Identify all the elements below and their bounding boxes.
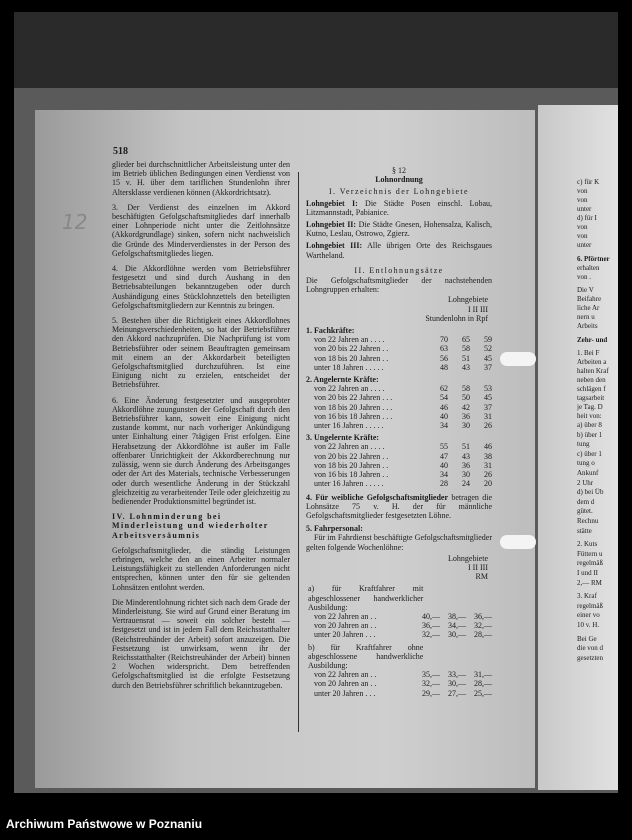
page-tab [500,535,536,549]
right-page-fragment: 2. Kuts [577,540,598,549]
middle-column [306,166,492,698]
table-row [314,470,492,479]
row-label: von 18 bis 20 Jahren . . [314,460,389,470]
wage-value: 38,— [448,611,466,621]
wage-value: 43 [462,451,470,461]
right-page-fragment: erhalten [577,264,600,272]
right-page-fragment: b) über 1 [577,430,603,439]
table-row [314,393,492,402]
row-label: von 16 bis 18 Jahren . . . [314,411,393,421]
row-label: unter 20 Jahren . . . [314,630,376,640]
group-title: 5. Fahrpersonal: [306,524,363,534]
table-row [314,452,492,461]
right-page-fragment: nern u [577,313,595,321]
table-row [314,403,492,412]
wage-value: 45 [484,353,492,363]
wage-value: 51 [462,353,470,363]
table-header: I II III [468,562,488,572]
right-page-fragment: tagsarbeit [577,394,605,402]
wage-value: 47 [440,451,448,461]
row-label: von 16 bis 18 Jahren . . [314,470,389,480]
wage-value: 33,— [448,670,466,680]
right-page-fragment: gesetzten [577,653,604,662]
right-page-fragment: 10 v. H. [577,621,600,629]
table-row [314,689,492,698]
right-page-fragment: neben den [577,376,606,384]
right-page-fragment: Füttern u [577,549,603,558]
row-label: unter 16 Jahren . . . . . [314,479,384,489]
wage-value: 46 [484,442,492,452]
row-label: von 18 bis 20 Jahren . . . [314,402,393,412]
wage-value: 42 [462,402,470,412]
region-text: Alle übrigen Orte des Reichsgaues Wartheland. [306,241,492,260]
table-header: Lohngebiete [448,553,488,563]
row-label: unter 18 Jahren . . . . . [314,362,384,372]
table-header: I II III [468,304,488,314]
wage-value: 31 [484,411,492,421]
row-label: von 20 bis 22 Jahren . . [314,344,389,354]
right-page-fragment: d) bei Üb [577,488,604,497]
table-header: RM [475,572,488,582]
wage-value: 46 [440,402,448,412]
right-page-fragment: von . [577,273,591,281]
table-row [314,421,492,430]
wage-value: 31,— [474,670,492,680]
group-title: a) für Kraftfahrer mit abgeschlossener handwerklicher Ausbildung: [308,584,424,612]
wage-value: 20 [484,479,492,489]
wage-value: 45 [484,393,492,403]
table-row [314,612,492,621]
right-page-fragment: 1. Bei F [577,349,600,357]
right-page-fragment: c) für K [577,178,600,186]
right-page-fragment: Ankunf [577,469,599,477]
wage-value: 37 [484,402,492,412]
right-page-fragment: regelmäß [577,559,604,568]
paragraph: Die Minderentlohnung richtet sich nach dem Grade der Minderleistung. Sie wird auf Grund einer Beratung im Vertrauensrat — soweit ein solcher besteht — festgesetzt und ist in jedem Fall dem Reichsstatthalter (Reichstreuhänder der Arbeit) sofort anzuzeigen. Die Festsetzung ist unwirksam, wenn ihr der Reichsstatthalter (Reichstreuhänder der Arbeit) binnen 2 Wochen widerspricht. Dem betreffenden Gefolgschaftsmitglied ist die erfolgte Festsetzung durch den Betriebsführer schriftlich bekanntzugeben. [112,597,290,690]
table-row [314,384,492,393]
right-page-fragment: Zehr- und [577,336,608,344]
right-page-fragment: Beifahre [577,295,602,303]
right-page-fragment: unter [577,241,592,249]
women-wages [306,493,492,521]
region-label: Lohngebiet III: [306,241,363,251]
wage-value: 36 [462,411,470,421]
table-row [314,461,492,470]
page-number: 518 [113,146,128,157]
row-label: von 20 bis 22 Jahren . . [314,451,389,461]
wage-value: 28,— [474,679,492,689]
wage-value: 26 [484,470,492,480]
right-page-fragment: Bei Ge [577,634,597,643]
table-row [314,679,492,688]
paragraph: Für im Fahrdienst beschäftigte Gefolgschaftsmitglieder gelten folgende Wochenlöhne: [306,533,492,552]
table-row [314,412,492,421]
table-row [314,344,492,353]
right-page-fragment: I und II [577,569,598,577]
right-page-fragment: 3. Kraf [577,592,597,601]
wage-value: 63 [440,344,448,354]
right-page-fragment: 2 Uhr [577,478,594,487]
right-page-fragment: 6. Pförtner [577,255,610,263]
table-row [314,670,492,679]
wage-value: 58 [462,384,470,394]
region-text: Die Städte Posen einschl. Lobau, Litzmannstadt, Pabianice. [306,198,492,217]
right-page-fragment: von [577,187,588,195]
wage-value: 38 [484,451,492,461]
table-row [314,363,492,372]
right-page-fragment: schlägen f [577,385,606,393]
wage-value: 28,— [474,630,492,640]
wage-value: 31 [484,460,492,470]
right-page-fragment: regelmäß [577,601,604,610]
group-title: 2. Angelernte Kräfte: [306,375,379,385]
row-label: von 22 Jahren an . . [314,611,377,621]
wage-value: 28 [440,479,448,489]
right-page-fragment: heit von: [577,412,602,420]
row-label: unter 16 Jahren . . . . . [314,421,384,431]
wage-value: 59 [484,335,492,345]
wage-value: 35,— [422,670,440,680]
right-page-fragment: Arbeits [577,322,598,330]
wage-value: 30 [462,421,470,431]
row-label: von 22 Jahren an . . . . [314,442,385,452]
table-header: Lohngebiete [448,295,488,305]
table-row [314,621,492,630]
wage-value: 27,— [448,688,466,698]
wage-value: 30,— [448,630,466,640]
group-title: b) für Kraftfahrer ohne abgeschlossene handwerkliche Ausbildung: [308,642,424,670]
right-page-fragment: stätte [577,526,592,535]
wage-value: 34,— [448,621,466,631]
wage-value: 34 [440,421,448,431]
right-page-fragment: gütet. [577,507,593,516]
table-row [314,335,492,344]
table-row [314,630,492,639]
table-row [314,479,492,488]
region-label: Lohngebiet I: [306,198,358,208]
right-page-fragment: Die V [577,286,594,294]
section-heading: IV. Lohnminderung bei Minderleistung und wiederholter Arbeitsversäumnis [112,512,269,540]
right-page-fragment: je Tag. D [577,403,603,411]
paragraph: glieder bei durchschnittlicher Arbeitsleistung unter den im Betrieb üblichen Bedingungen einen Verdienst von 15 v. H. über dem tariflichen Stundenlohn ihrer Altersklasse verdienen können (Akkordrichtsatz). [112,160,290,197]
scan-background [14,12,618,92]
right-page-fragment: die von d [577,644,604,653]
wage-value: 32,— [422,630,440,640]
region-text: Die Städte Gnesen, Hohensalza, Kalisch, Kutno, Leslau, Ostrowo, Zgierz. [306,220,493,239]
right-page-fragment: von [577,232,588,240]
wage-value: 62 [440,384,448,394]
wage-value: 40,— [422,611,440,621]
page-tab [500,352,536,366]
right-page-fragment: Arbeiten a [577,358,607,366]
right-page-fragment: tung o [577,459,595,468]
row-label: unter 20 Jahren . . . [314,688,376,698]
right-page-fragment: dem d [577,497,595,506]
paragraph: 4. Die Akkordlöhne werden vom Betriebsführer festgesetzt und sind durch Aushang in den Betriebsabteilungen bekanntzugeben oder durch Aushändigung eines Stücklohnzettels den beteiligten Gefolgschaftsmitgliedern zur Kenntnis zu bringen. [112,264,290,310]
table-row [314,442,492,451]
subsection-heading: I. Verzeichnis der Lohngebiete [328,187,470,197]
wage-value: 54 [440,393,448,403]
wage-value: 53 [484,384,492,394]
paragraph: 5. Bestehen über die Richtigkeit eines Akkordlohnes Meinungsverschiedenheiten, so hat der Betriebsführer den Akkord nachzuprüfen. Die Nachprüfung ist vom Betriebsführer oder seinem Beauftragten gemeinsam mit einem an der Akkordarbeit beteiligten Gefolgschaftsmitglied durchzuführen. Ist eine Einigung nicht zu erzielen, entscheidet der Betriebsführer. [112,316,290,390]
right-page-fragment: einer vo [577,611,600,620]
weekly-wage-table [306,584,492,697]
wage-value: 26 [484,421,492,431]
wage-value: 25,— [474,688,492,698]
wage-value: 58 [462,344,470,354]
wage-value: 36,— [422,621,440,631]
right-page-fragment: Rechnu [577,517,599,525]
row-label: von 22 Jahren an . . [314,670,377,680]
wage-value: 32,— [422,679,440,689]
right-page-fragment: unter [577,205,592,213]
wage-value: 43 [462,362,470,372]
wage-value: 36 [462,460,470,470]
left-column [112,160,290,696]
right-page-fragment: liche Ar [577,304,600,312]
row-label: von 20 Jahren an . . [314,621,377,631]
row-label: von 18 bis 20 Jahren . . [314,353,389,363]
row-label: von 20 Jahren an . . [314,679,377,689]
right-page-fragment: tung [577,440,590,449]
wage-value: 24 [462,479,470,489]
subsection-heading: II. Entlohnungsätze [354,265,444,275]
wage-value: 30 [462,470,470,480]
right-page-fragment: d) für I [577,214,597,222]
wage-value: 65 [462,335,470,345]
right-page-fragment: von [577,196,588,204]
wage-value: 37 [484,362,492,372]
table-row [314,354,492,363]
wage-value: 34 [440,470,448,480]
right-page-fragment: a) über 8 [577,421,602,429]
group-title: 1. Fachkräfte: [306,326,355,336]
wage-value: 70 [440,335,448,345]
region-label: Lohngebiet II: [306,220,357,230]
region-1 [306,199,492,217]
wage-value: 52 [484,344,492,354]
paragraph: Gefolgschaftsmitglieder, die ständig Leistungen erbringen, welche den an einen Arbeiter normaler Leistungsfähigkeit zu stellenden Anforderungen nicht entsprechen, können unter den für sie geltenden Lohnsätzen entlohnt werden. [112,545,290,592]
wage-value: 55 [440,442,448,452]
right-page-fragment: c) über 1 [577,449,602,458]
table-header: Stundenlohn in Rpf [425,313,488,323]
row-label: von 22 Jahren an . . . . [314,335,385,345]
row-label: von 22 Jahren an . . . . [314,384,385,394]
right-page-fragment: von [577,223,588,231]
women-wages-text: betragen die Lohnsätze 75 v. H. der für männliche Gefolgschaftsmitglieder festgesetzten Löhne. [306,492,492,520]
wage-value: 40 [440,460,448,470]
archive-footer: Archiwum Państwowe w Poznaniu [6,817,203,831]
region-2 [306,220,492,238]
wage-value: 30,— [448,679,466,689]
right-page-fragment: 2,— RM [577,578,602,587]
women-wages-label: 4. Für weibliche Gefolgschaftsmitglieder [306,492,449,502]
wage-value: 40 [440,411,448,421]
paragraph-number: § 12 [392,166,406,175]
paragraph: 3. Der Verdienst des einzelnen im Akkord beschäftigten Gefolgschaftsmitgliedes darf innerhalb einer Lohnperiode nicht unter die Zeitlohnsätze (Akkordgrundlage) sinken, sofern nicht nachweislich die Gründe des Minderverdienstes in der Person des Gefolgschaftsmitgliedes liegen. [112,202,290,258]
scan-edge [618,100,632,800]
group-title: 3. Ungelernte Kräfte: [306,433,380,443]
wage-value: 48 [440,362,448,372]
wage-value: 29,— [422,688,440,698]
hourly-wage-table [306,326,492,488]
intro: Die Gefolgschaftsmitglieder der nachstehenden Lohngruppen erhalten: [306,276,492,295]
row-label: von 20 bis 22 Jahren . . . [314,393,393,403]
wage-value: 32,— [474,621,492,631]
right-page-fragment: halten Kraf [577,367,609,375]
wage-value: 56 [440,353,448,363]
region-3 [306,241,492,259]
wage-value: 50 [462,393,470,403]
paragraph: 6. Eine Änderung festgesetzter und ausgeprobter Akkordlöhne zuungunsten der Gefolgschaft durch den Betriebsführer kann, soweit eine Einigung nicht zustande kommt, nur nach vorheriger Ankündigung unter Einhaltung einer 7tägigen Frist erfolgen. Eine Herabsetzung der Akkordlöhne ist außer im Falle offenbarer Unrichtigkeit der Akkordberechnung nur zulässig, wenn sie durch Änderung des Arbeitsganges oder der Art des Materials, technische Verbesserungen oder durch wesentliche Änderung in der Stückzahl gleichzeitig zu verarbeitender Teile oder gleichzeitig zu bedienender Produktionsmittel begründet ist. [112,395,290,506]
wage-value: 36,— [474,611,492,621]
column-divider [298,172,299,732]
pencil-note: 12 [62,210,88,234]
wage-value: 51 [462,442,470,452]
section-title: Lohnordnung [375,175,423,185]
